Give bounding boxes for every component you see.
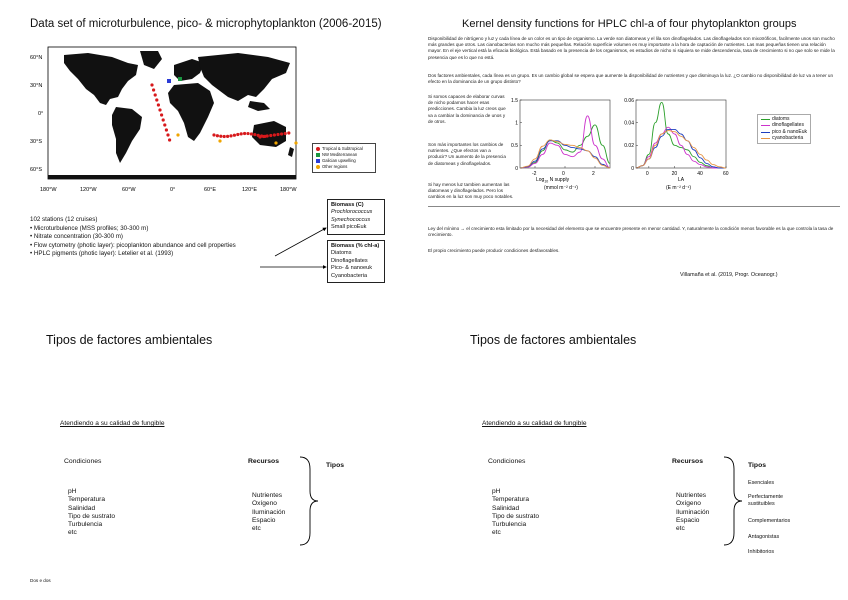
bullet-nitrate: • Nitrate concentration (30-300 m)	[30, 233, 123, 241]
side-note-1: Si somos capaces de elaborar curvas de nicho podamos hacer esas predicciones. Cambia la luz creos que va a cambiar la dominancia de unos y de otros.	[428, 94, 506, 124]
resource-item: etc	[252, 525, 261, 533]
box-item: Diatoms	[331, 250, 352, 257]
station-marker	[294, 141, 297, 144]
recursos-label: Recursos	[248, 458, 279, 465]
x-tick-label: 40	[697, 171, 703, 177]
station-marker	[162, 118, 165, 121]
station-marker	[154, 93, 157, 96]
side-note-2: Son más importantes los cambios de nutrientes. ¿Que efectos van a producir? Un aumento de la presencia de diatomeas y dinoflagelados.	[428, 142, 506, 166]
station-marker	[269, 134, 272, 137]
lon-label: 180°W	[280, 187, 297, 193]
map-legend	[312, 143, 376, 173]
station-marker	[287, 131, 290, 134]
resource-item: Iluminación	[252, 508, 286, 516]
box-item: Pico- & nanoeuk	[331, 265, 373, 272]
station-marker	[274, 141, 277, 144]
x-axis-units: (mmol m⁻² d⁻¹)	[544, 185, 578, 191]
tipo-item: Inhibitorios	[748, 549, 775, 555]
y-tick-label: 0.04	[624, 120, 634, 127]
resource-item: Nutrientes	[252, 492, 283, 499]
station-marker	[219, 135, 222, 138]
condition-item: Temperatura	[492, 496, 530, 504]
station-marker	[258, 135, 261, 138]
resource-item: Oxígeno	[252, 500, 277, 508]
lon-label: 0°	[170, 187, 176, 193]
station-marker	[250, 132, 253, 135]
lon-label: 120°E	[242, 187, 258, 193]
y-tick-label: 1	[515, 120, 518, 127]
slide1-title: Data set of microturbulence, pico- & microphytoplankton (2006-2015)	[30, 18, 382, 30]
arrows	[260, 220, 330, 280]
biomass-chl-box	[327, 240, 385, 283]
slide2-para3: Ley del mínimo → el crecimiento esta limitado por la necesidad del elemento que se encuentre presente en menor cantidad. Y, naturalmente la condición menos favorable es la que controla la tasa de crecimiento.	[428, 226, 834, 238]
lat-label: 30°N	[30, 83, 43, 89]
lon-label: 120°W	[80, 187, 97, 193]
resource-item: Nutrientes	[676, 492, 707, 499]
y-tick-label: 0	[631, 165, 634, 172]
x-axis-units: (E m⁻² d⁻¹)	[666, 185, 691, 191]
footer-text: Dos e dos	[30, 578, 51, 583]
legend-label: Galician upwelling	[322, 158, 356, 163]
station-marker	[216, 134, 219, 137]
station-marker	[223, 135, 226, 138]
box-title: Biomass (% chl-a)	[331, 243, 380, 249]
legend-line	[761, 119, 770, 120]
world-map-svg	[28, 45, 308, 195]
condiciones-label: Condiciones	[64, 458, 102, 465]
resource-item: Espacio	[252, 516, 276, 524]
x-tick-label: 60	[723, 171, 729, 177]
resource-item: Iluminación	[676, 508, 710, 516]
slide2-para4: El propio crecimiento puede producir condiciones desfavorables.	[428, 248, 560, 253]
x-tick-label: -2	[532, 171, 537, 177]
slide2-para1: Disponibilidad de nitrógeno y luz y cada línea de un color es un tipo de organismo. La verde son diatomeas y el lila son dinoflagelados. Las dinoflagelados son mixotróficos, facilmente unos son mucho más grandes que otros. Las cianobacterias son mucho más pequeñas. Relación superficie volumen es muy importante a la hora de captación de nutrientes. Las mas pequeñas tienen una relación mayor. En el eje vertical está la eficacia biológica. Está basado en la presencia de los organismos, es estudios de nicho ni siquiera se mide descendencia, tasa de crecimiento si no que solo se mide la presencia que es lo que no está.	[428, 36, 835, 60]
condition-item: Salinidad	[68, 504, 96, 512]
station-marker	[276, 133, 279, 136]
recursos-list	[676, 492, 709, 533]
condition-item: Tipo de sustrato	[68, 512, 116, 520]
curly-brace-icon	[720, 455, 746, 547]
station-marker	[166, 133, 169, 136]
station-marker	[157, 103, 160, 106]
condition-item: pH	[68, 488, 77, 495]
x-axis-label: Log$_{10}$ N supply	[536, 177, 570, 184]
y-tick-label: 0.02	[624, 143, 634, 150]
x-tick-label: 2	[592, 171, 595, 177]
station-marker	[236, 133, 239, 136]
legend-label: dinoflagellates	[772, 122, 804, 129]
station-marker	[280, 132, 283, 135]
kde-chart-light	[616, 96, 750, 192]
legend-label: diatoms	[772, 116, 790, 122]
condition-item: etc	[492, 529, 501, 537]
station-marker	[150, 83, 153, 86]
side-note-3: Si hay menos luz tambien aumentan las diatomeas y dinoflagelados. Pero los cambios en la luz son muy poco notables.	[428, 182, 514, 200]
station-marker	[165, 128, 168, 131]
legend-swatch	[316, 165, 320, 169]
condiciones-list	[492, 488, 539, 538]
station-marker	[155, 98, 158, 101]
x-tick-label: 0	[562, 171, 565, 177]
station-marker	[243, 132, 246, 135]
box-item: Cyanobacteria	[331, 272, 368, 279]
tipo-item: Complementarios	[748, 518, 791, 524]
slide4-heading: Tipos de factores ambientales	[470, 333, 637, 347]
world-map	[28, 45, 308, 195]
box-item: Prochlorococcus	[331, 209, 373, 216]
legend-label: cyanobacteria	[772, 135, 804, 142]
y-tick-label: 0.06	[624, 97, 634, 104]
condition-item: Temperatura	[68, 496, 106, 504]
station-marker	[160, 113, 163, 116]
resource-item: Espacio	[676, 516, 700, 524]
condition-item: Tipo de sustrato	[492, 512, 540, 520]
box-title: Biomass (C)	[331, 202, 364, 208]
x-axis-label: LA	[678, 177, 685, 183]
box-item: Dinoflagellates	[331, 257, 368, 264]
slide2-para2: Dos factores ambientales, cada línea es un grupo. Es un cambio global se espera que aumente la disponibilidad de nutrientes y que disminuya la luz. ¿O cambio no disponibilidad de luz va a tener un efecto en la dominancia de un grupo distinto?	[428, 73, 834, 85]
condition-item: Salinidad	[492, 504, 520, 512]
box-item: Synechococcus	[331, 216, 371, 223]
x-tick-label: 0	[645, 171, 649, 177]
condiciones-list	[68, 488, 115, 538]
legend-item	[761, 135, 807, 141]
condition-item: pH	[492, 488, 501, 495]
curly-brace-icon	[296, 455, 322, 547]
recursos-list	[252, 492, 285, 533]
lat-label: 60°N	[30, 55, 43, 61]
legend-swatch	[316, 147, 320, 151]
slide2-title: Kernel density functions for HPLC chl-a of four phytoplankton groups	[462, 18, 797, 30]
tipos-label: Tipos	[326, 462, 345, 469]
condition-item: etc	[68, 529, 77, 537]
lon-label: 60°E	[204, 187, 216, 193]
tipo-item: Esenciales	[748, 480, 775, 486]
chart-legend	[757, 114, 811, 144]
y-tick-label: 1.5	[511, 97, 518, 104]
station-marker	[167, 79, 171, 83]
legend-label: pico & nanoEuk	[772, 128, 808, 135]
station-marker	[246, 132, 249, 135]
bullet-flow-cytometry: • Flow cytometry (photic layer): picoplankton abundance and cell properties	[30, 241, 236, 249]
station-marker	[266, 134, 269, 137]
legend-label: NW Mediterranean	[322, 152, 358, 157]
resource-item: etc	[676, 525, 685, 533]
bullet-hplc: • HPLC pigments (photic layer): Letelier et al. (1993)	[30, 250, 174, 258]
station-marker	[226, 135, 229, 138]
condition-item: Turbulencia	[492, 521, 527, 529]
legend-label: Tropical & Subtropical	[322, 146, 363, 151]
arrow-to-biomass-c	[275, 228, 326, 256]
station-marker	[218, 139, 221, 142]
station-marker	[152, 88, 155, 91]
station-marker	[176, 133, 179, 136]
station-marker	[284, 132, 287, 135]
tipos-label: Tipos	[748, 462, 767, 469]
y-tick-label: 0.5	[511, 143, 518, 150]
kde-chart-nitrogen	[504, 96, 616, 192]
station-marker	[240, 132, 243, 135]
station-marker	[158, 108, 161, 111]
box-item: Small picoEuk	[331, 224, 367, 231]
lon-label: 180°W	[40, 187, 57, 193]
resource-item: Oxígeno	[676, 500, 701, 508]
biomass-c-box	[327, 199, 385, 235]
legend-line	[761, 138, 770, 139]
station-marker	[212, 133, 215, 136]
station-marker	[229, 134, 232, 137]
legend-line	[761, 125, 770, 126]
slide3-subheading: Atendiendo a su calidad de fungible	[60, 420, 165, 427]
condiciones-label: Condiciones	[488, 458, 526, 465]
x-tick-label: 20	[671, 171, 678, 177]
station-marker	[262, 135, 265, 138]
slide3-heading: Tipos de factores ambientales	[46, 333, 213, 347]
station-marker	[178, 77, 182, 81]
condition-item: Turbulencia	[68, 521, 103, 529]
lon-label: 60°W	[122, 187, 136, 193]
legend-label: Other regions	[322, 164, 348, 169]
station-marker	[168, 138, 171, 141]
divider	[428, 206, 840, 207]
lat-label: 30°S	[30, 139, 42, 145]
antarctica-shape	[48, 175, 296, 179]
citation: Villamaña et al. (2019, Progr. Oceanogr.)	[680, 272, 778, 278]
station-marker	[233, 134, 236, 137]
legend-item	[316, 164, 372, 170]
tipo-item: Perfectamente sustituibles	[748, 494, 784, 507]
lat-label: 0°	[38, 111, 44, 117]
bullet-microturbulence: • Microturbulence (MSS profiles; 30-300 m)	[30, 224, 149, 232]
legend-line	[761, 132, 770, 133]
y-tick-label: 0	[515, 165, 518, 172]
recursos-label: Recursos	[672, 458, 703, 465]
slide4-subheading: Atendiendo a su calidad de fungible	[482, 420, 587, 427]
station-marker	[163, 123, 166, 126]
bullet-stations: 102 stations (12 cruises)	[30, 216, 98, 223]
station-marker	[273, 133, 276, 136]
tipo-item: Antagonistas	[748, 534, 780, 540]
legend-swatch	[316, 153, 320, 157]
lat-label: 60°S	[30, 167, 42, 173]
legend-swatch	[316, 159, 320, 163]
station-marker	[253, 133, 256, 136]
